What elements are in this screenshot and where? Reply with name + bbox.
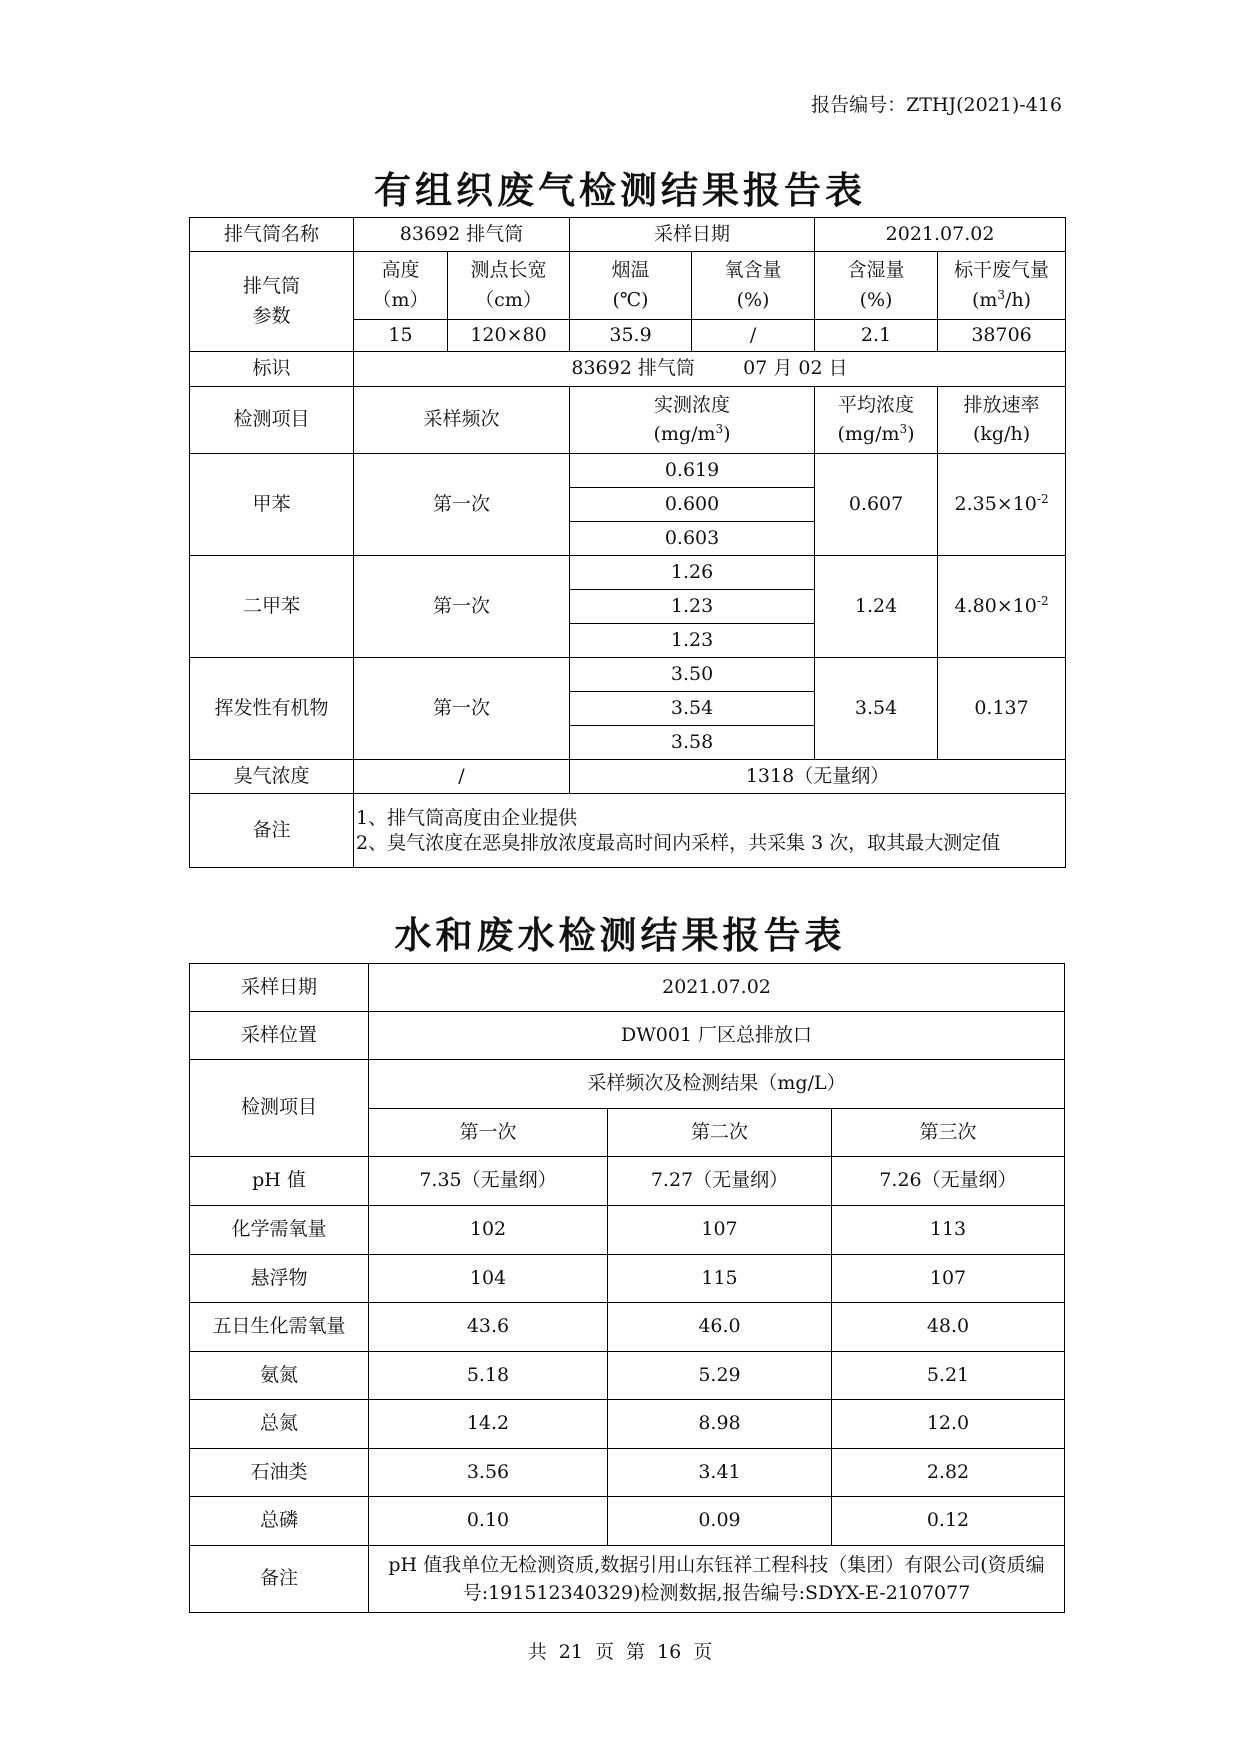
water-value: 102 [369, 1206, 608, 1255]
water-value: 107 [608, 1206, 832, 1255]
table-row [190, 1255, 1065, 1303]
water-value: 0.12 [832, 1497, 1065, 1546]
water-location-value: DW001 厂区总排放口 [369, 1012, 1065, 1060]
avg-value: 1.24 [815, 556, 938, 658]
sampling-date-label: 采样日期 [570, 218, 815, 252]
param-value-size: 120×80 [448, 320, 570, 352]
param-unit: （m） [372, 288, 429, 311]
page-footer: 共 21 页 第 16 页 [527, 1641, 713, 1663]
stack-params-label [190, 252, 354, 352]
water-value: 2.82 [832, 1449, 1065, 1497]
water-value: 3.41 [608, 1449, 832, 1497]
param-unit: （cm） [475, 288, 542, 311]
table-row [190, 1206, 1065, 1255]
water-item-name: 石油类 [190, 1449, 369, 1497]
water-value: 5.21 [832, 1352, 1065, 1400]
water-item-name: 总磷 [190, 1497, 369, 1546]
id-label: 标识 [190, 352, 354, 387]
water-value: 115 [608, 1255, 832, 1303]
stack-name-label: 排气筒名称 [190, 218, 354, 252]
rate-value: $2.35\times 10^{-2}$ [938, 454, 1066, 556]
col-header-measured [570, 387, 815, 454]
water-remark-text: pH 值我单位无检测资质,数据引用山东钰祥工程科技（集团）有限公司(资质编号:191512340329)检测数据,报告编号:SDYX-E-2107077 [369, 1546, 1065, 1613]
avg-value: 3.54 [815, 658, 938, 760]
param-header-height [354, 252, 448, 320]
param-header-moisture [815, 252, 938, 320]
water-value: 3.56 [369, 1449, 608, 1497]
item-freq: 第一次 [354, 454, 570, 556]
freq-header: 第三次 [832, 1109, 1065, 1157]
item-freq: 第一次 [354, 658, 570, 760]
col-header-measured-name: 实测浓度 [654, 393, 731, 416]
measured-value: 3.58 [570, 726, 815, 760]
water-remark-label: 备注 [190, 1546, 369, 1613]
water-value: 7.26（无量纲） [832, 1157, 1065, 1206]
water-value: 0.10 [369, 1497, 608, 1546]
water-item-name: 五日生化需氧量 [190, 1303, 369, 1352]
water-item-name: 化学需氧量 [190, 1206, 369, 1255]
table-row [190, 1400, 1065, 1449]
param-name: 含湿量 [847, 259, 905, 282]
stack-params-label-line2: 参数 [252, 304, 291, 327]
measured-value: 0.619 [570, 454, 815, 488]
water-value: 46.0 [608, 1303, 832, 1352]
water-value: 104 [369, 1255, 608, 1303]
rate-value: $4.80\times 10^{-2}$ [938, 556, 1066, 658]
water-value: 113 [832, 1206, 1065, 1255]
param-name: 标干废气量 [954, 259, 1050, 282]
table-row [190, 1303, 1065, 1352]
water-item-name: 氨氮 [190, 1352, 369, 1400]
water-location-label: 采样位置 [190, 1012, 369, 1060]
gas-remark-text [354, 794, 1066, 868]
odor-value: 1318（无量纲） [570, 760, 1066, 794]
freq-header: 第二次 [608, 1109, 832, 1157]
param-value-moisture: 2.1 [815, 320, 938, 352]
water-report-title: 水和废水检测结果报告表 [394, 914, 846, 957]
water-value: 7.35（无量纲） [369, 1157, 608, 1206]
param-header-flow [938, 252, 1066, 320]
avg-value: 0.607 [815, 454, 938, 556]
water-value: 0.09 [608, 1497, 832, 1546]
col-header-item: 检测项目 [190, 387, 354, 454]
param-unit: (℃) [612, 288, 649, 311]
measured-value: 3.54 [570, 692, 815, 726]
water-value: 14.2 [369, 1400, 608, 1449]
col-header-avg-name: 平均浓度 [838, 393, 915, 416]
col-header-measured-unit: $(mg/m^3)$ [653, 422, 731, 445]
col-header-avg-unit: $(mg/m^3)$ [837, 422, 915, 445]
sampling-date-value: 2021.07.02 [815, 218, 1066, 252]
gas-remark-label: 备注 [190, 794, 354, 868]
stack-name-value: 83692 排气筒 [354, 218, 570, 252]
param-name: 高度 [381, 259, 420, 282]
param-value-flow: 38706 [938, 320, 1066, 352]
odor-label: 臭气浓度 [190, 760, 354, 794]
param-name: 测点长宽 [470, 259, 547, 282]
gas-remark-line: 1、排气筒高度由企业提供 [356, 806, 578, 829]
freq-header: 第一次 [369, 1109, 608, 1157]
param-name: 烟温 [611, 259, 650, 282]
param-unit: (%) [859, 288, 893, 311]
table-row [190, 1449, 1065, 1497]
param-header-temperature [570, 252, 692, 320]
water-sampling-date-value: 2021.07.02 [369, 964, 1065, 1012]
col-header-avg [815, 387, 938, 454]
water-item-name: 悬浮物 [190, 1255, 369, 1303]
param-header-size [448, 252, 570, 320]
table-row [190, 1157, 1065, 1206]
col-header-rate-unit: (kg/h) [972, 423, 1031, 445]
water-sampling-date-label: 采样日期 [190, 964, 369, 1012]
gas-report-table [189, 217, 1066, 868]
item-name: 二甲苯 [190, 556, 354, 658]
measured-value: 3.50 [570, 658, 815, 692]
measured-value: 0.603 [570, 522, 815, 556]
table-row [190, 1352, 1065, 1400]
item-freq: 第一次 [354, 556, 570, 658]
report-number: 报告编号：ZTHJ(2021)-416 [811, 94, 1062, 116]
water-value: 12.0 [832, 1400, 1065, 1449]
water-value: 43.6 [369, 1303, 608, 1352]
measured-value: 1.23 [570, 590, 815, 624]
water-report-table [189, 963, 1065, 1613]
param-value-height: 15 [354, 320, 448, 352]
col-header-rate-name: 排放速率 [963, 393, 1040, 416]
measured-value: 0.600 [570, 488, 815, 522]
param-value-temperature: 35.9 [570, 320, 692, 352]
odor-freq: / [354, 760, 570, 794]
param-header-oxygen [692, 252, 815, 320]
rate-value: 0.137 [938, 658, 1066, 760]
param-name: 氧含量 [724, 259, 782, 282]
water-item-name: 总氮 [190, 1400, 369, 1449]
stack-params-label-line1: 排气筒 [242, 275, 300, 298]
param-unit: $(m^3/h)$ [971, 287, 1032, 311]
id-value: 83692 排气筒 07 月 02 日 [354, 352, 1066, 387]
water-value: 107 [832, 1255, 1065, 1303]
water-value: 48.0 [832, 1303, 1065, 1352]
item-name: 挥发性有机物 [190, 658, 354, 760]
measured-value: 1.23 [570, 624, 815, 658]
water-value: 5.29 [608, 1352, 832, 1400]
param-unit: (%) [736, 288, 770, 311]
table-row [190, 1497, 1065, 1546]
water-value: 7.27（无量纲） [608, 1157, 832, 1206]
measured-value: 1.26 [570, 556, 815, 590]
water-item-label: 检测项目 [190, 1060, 369, 1157]
param-value-oxygen: / [692, 320, 815, 352]
water-value: 8.98 [608, 1400, 832, 1449]
col-header-freq: 采样频次 [354, 387, 570, 454]
water-value: 5.18 [369, 1352, 608, 1400]
water-item-name: pH 值 [190, 1157, 369, 1206]
col-header-rate [938, 387, 1066, 454]
gas-remark-line: 2、臭气浓度在恶臭排放浓度最高时间内采样，共采集 3 次，取其最大测定值 [356, 831, 1001, 854]
water-result-header: 采样频次及检测结果（mg/L） [369, 1060, 1065, 1109]
item-name: 甲苯 [190, 454, 354, 556]
gas-report-title: 有组织废气检测结果报告表 [374, 169, 866, 212]
